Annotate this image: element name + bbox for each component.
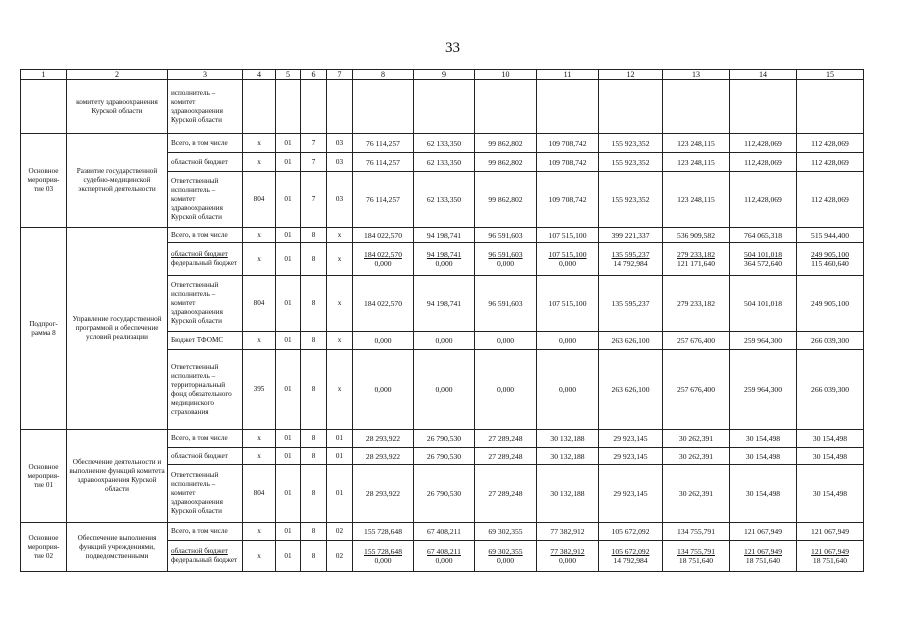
value-cell: 134 755,791 18 751,640: [663, 541, 730, 572]
cs-cell: 03: [327, 153, 353, 172]
value-cell: 257 676,400: [663, 350, 730, 430]
value-cell: 279 233,182 121 171,640: [663, 243, 730, 276]
value-cell: 94 198,741 0,000: [414, 243, 475, 276]
cs-cell: x: [327, 243, 353, 276]
value-cell: 62 133,350: [414, 134, 475, 153]
value-cell: 155 923,352: [599, 172, 663, 228]
value-cell: 109 708,742: [537, 172, 599, 228]
value-cell: 96 591,603: [475, 276, 537, 332]
funding-source: Ответственный исполнитель – комитет здравоохранения Курской области: [168, 172, 243, 228]
value-cell: 123 248,115: [663, 153, 730, 172]
cs-cell: 02: [327, 523, 353, 541]
value-cell: 0,000: [414, 350, 475, 430]
col-header: 7: [327, 70, 353, 80]
grbs-cell: x: [243, 448, 276, 465]
table-row: [21, 523, 864, 541]
value-cell: 27 289,248: [475, 430, 537, 448]
table-row: [21, 80, 864, 134]
pr-cell: 8: [301, 228, 327, 243]
program-name: Обеспечение деятельности и выполнение функций комитета здравоохранения Курской области: [67, 430, 168, 523]
pr-cell: 8: [301, 332, 327, 350]
value-cell: 69 302,355 0,000: [475, 541, 537, 572]
value-cell: 0,000: [537, 350, 599, 430]
value-cell: 155 923,352: [599, 153, 663, 172]
rz-cell: 01: [276, 465, 301, 523]
value-cell: 30 132,188: [537, 465, 599, 523]
value-cell: 30 154,498: [730, 430, 797, 448]
value-cell: 27 289,248: [475, 465, 537, 523]
col-header: 13: [663, 70, 730, 80]
value-cell: 112 428,069: [797, 153, 864, 172]
program-code: Основное мероприя-тие 03: [21, 134, 67, 228]
funding-source: Всего, в том числе: [168, 523, 243, 541]
rz-cell: 01: [276, 172, 301, 228]
table-row: [21, 430, 864, 448]
value-cell: 0,000: [414, 332, 475, 350]
value-cell: 30 154,498: [797, 430, 864, 448]
rz-cell: 01: [276, 153, 301, 172]
value-cell: 249 905,100: [797, 276, 864, 332]
value-cell: 30 132,188: [537, 430, 599, 448]
col-header: 6: [301, 70, 327, 80]
funding-source: исполнитель – комитет здравоохранения Курской области: [168, 80, 243, 134]
value-cell: 94 198,741: [414, 228, 475, 243]
pr-cell: 8: [301, 243, 327, 276]
value-cell: 29 923,145: [599, 430, 663, 448]
value-cell: 30 154,498: [730, 465, 797, 523]
value-cell: 30 132,188: [537, 448, 599, 465]
funding-source: Всего, в том числе: [168, 430, 243, 448]
col-header: 9: [414, 70, 475, 80]
value-cell: 0,000: [475, 332, 537, 350]
col-header: 2: [67, 70, 168, 80]
program-code: Основное мероприя-тие 02: [21, 523, 67, 572]
value-cell: 121 067,949 18 751,640: [730, 541, 797, 572]
value-cell: 184 022,570 0,000: [353, 243, 414, 276]
value-cell: 28 293,922: [353, 430, 414, 448]
value-cell: 29 923,145: [599, 465, 663, 523]
col-header: 14: [730, 70, 797, 80]
cs-cell: x: [327, 332, 353, 350]
rz-cell: 01: [276, 350, 301, 430]
grbs-cell: 804: [243, 276, 276, 332]
col-header: 1: [21, 70, 67, 80]
value-cell: 121 067,949 18 751,640: [797, 541, 864, 572]
pr-cell: 8: [301, 430, 327, 448]
value-cell: 76 114,257: [353, 134, 414, 153]
funding-source: Ответственный исполнитель – комитет здравоохранения Курской области: [168, 465, 243, 523]
funding-source: Ответственный исполнитель – территориальный фонд обязательного медицинского страхования: [168, 350, 243, 430]
value-cell: 134 755,791: [663, 523, 730, 541]
value-cell: 515 944,400: [797, 228, 864, 243]
value-cell: 112 428,069: [797, 134, 864, 153]
value-cell: 0,000: [537, 332, 599, 350]
cs-cell: x: [327, 228, 353, 243]
cs-cell: 01: [327, 465, 353, 523]
column-number-row: [21, 70, 864, 80]
value-cell: 279 233,182: [663, 276, 730, 332]
pr-cell: 8: [301, 465, 327, 523]
value-cell: 30 262,391: [663, 430, 730, 448]
value-cell: 112 428,069: [797, 172, 864, 228]
rz-cell: 01: [276, 134, 301, 153]
rz-cell: 01: [276, 448, 301, 465]
value-cell: 105 672,092: [599, 523, 663, 541]
value-cell: 26 790,530: [414, 430, 475, 448]
value-cell: 30 154,498: [797, 448, 864, 465]
value-cell: 0,000: [475, 350, 537, 430]
value-cell: 62 133,350: [414, 172, 475, 228]
value-cell: 30 154,498: [797, 465, 864, 523]
table-row: [21, 134, 864, 153]
value-cell: 26 790,530: [414, 448, 475, 465]
value-cell: 135 595,237: [599, 276, 663, 332]
value-cell: 123 248,115: [663, 172, 730, 228]
pr-cell: 8: [301, 523, 327, 541]
value-cell: 99 862,802: [475, 134, 537, 153]
grbs-cell: 395: [243, 350, 276, 430]
value-cell: 184 022,570: [353, 228, 414, 243]
federal-budget-label: федеральный бюджет: [171, 259, 238, 267]
funding-source: Всего, в том числе: [168, 228, 243, 243]
program-name: комитету здравоохранения Курской области: [67, 80, 168, 134]
cs-cell: 01: [327, 430, 353, 448]
col-header: 12: [599, 70, 663, 80]
value-cell: 266 039,300: [797, 332, 864, 350]
value-cell: 77 382,912 0,000: [537, 541, 599, 572]
rz-cell: 01: [276, 228, 301, 243]
value-cell: 123 248,115: [663, 134, 730, 153]
grbs-cell: x: [243, 523, 276, 541]
budget-table: [20, 69, 864, 572]
value-cell: 107 515,100 0,000: [537, 243, 599, 276]
federal-budget-label: федеральный бюджет: [171, 556, 238, 564]
value-cell: 121 067,949: [730, 523, 797, 541]
value-cell: 109 708,742: [537, 153, 599, 172]
program-name: Развитие государственной судебно-медицинской экспертной деятельности: [67, 134, 168, 228]
value-cell: 69 302,355: [475, 523, 537, 541]
rz-cell: 01: [276, 332, 301, 350]
grbs-cell: 804: [243, 172, 276, 228]
program-name: Управление государственной программой и обеспечение условий реализации: [67, 228, 168, 430]
cs-cell: x: [327, 276, 353, 332]
value-cell: 764 065,318: [730, 228, 797, 243]
value-cell: 27 289,248: [475, 448, 537, 465]
value-cell: 105 672,092 14 792,984: [599, 541, 663, 572]
value-cell: 536 909,582: [663, 228, 730, 243]
rz-cell: 01: [276, 541, 301, 572]
value-cell: 28 293,922: [353, 448, 414, 465]
value-cell: 96 591,603 0,000: [475, 243, 537, 276]
regional-budget-label: областной бюджет: [171, 250, 228, 258]
value-cell: 67 408,211: [414, 523, 475, 541]
program-code: Основное мероприя-тие 01: [21, 430, 67, 523]
value-cell: 504 101,018: [730, 276, 797, 332]
value-cell: 112,428,069: [730, 134, 797, 153]
cs-cell: 01: [327, 448, 353, 465]
value-cell: 107 515,100: [537, 276, 599, 332]
value-cell: 135 595,237 14 792,984: [599, 243, 663, 276]
cs-cell: x: [327, 350, 353, 430]
value-cell: 26 790,530: [414, 465, 475, 523]
col-header: 10: [475, 70, 537, 80]
grbs-cell: x: [243, 134, 276, 153]
value-cell: 0,000: [353, 332, 414, 350]
funding-source: областной бюджет: [168, 448, 243, 465]
grbs-cell: x: [243, 228, 276, 243]
value-cell: 257 676,400: [663, 332, 730, 350]
value-cell: 30 262,391: [663, 448, 730, 465]
cs-cell: 03: [327, 172, 353, 228]
col-header: 15: [797, 70, 864, 80]
value-cell: 121 067,949: [797, 523, 864, 541]
value-cell: 30 262,391: [663, 465, 730, 523]
cs-cell: 03: [327, 134, 353, 153]
pr-cell: 8: [301, 276, 327, 332]
value-cell: 76 114,257: [353, 172, 414, 228]
rz-cell: 01: [276, 243, 301, 276]
grbs-cell: x: [243, 332, 276, 350]
value-cell: 399 221,337: [599, 228, 663, 243]
value-cell: 263 626,100: [599, 332, 663, 350]
value-cell: 112,428,069: [730, 172, 797, 228]
grbs-cell: 804: [243, 465, 276, 523]
pr-cell: 7: [301, 134, 327, 153]
page-number: 33: [445, 40, 460, 56]
col-header: 11: [537, 70, 599, 80]
table-row: [21, 228, 864, 243]
rz-cell: 01: [276, 430, 301, 448]
rz-cell: 01: [276, 523, 301, 541]
regional-budget-label: областной бюджет: [171, 547, 228, 555]
value-cell: 266 039,300: [797, 350, 864, 430]
funding-source: Бюджет ТФОМС: [168, 332, 243, 350]
value-cell: 99 862,802: [475, 172, 537, 228]
value-cell: 94 198,741: [414, 276, 475, 332]
value-cell: 99 862,802: [475, 153, 537, 172]
value-cell: 0,000: [353, 350, 414, 430]
program-name: Обеспечение выполнения функций учреждениями, подведомственными: [67, 523, 168, 572]
value-cell: 96 591,603: [475, 228, 537, 243]
value-cell: 259 964,300: [730, 350, 797, 430]
value-cell: 112,428,069: [730, 153, 797, 172]
funding-source: [168, 243, 243, 276]
rz-cell: 01: [276, 276, 301, 332]
pr-cell: 7: [301, 153, 327, 172]
value-cell: 155 728,648 0,000: [353, 541, 414, 572]
value-cell: 77 382,912: [537, 523, 599, 541]
funding-source: Всего, в том числе: [168, 134, 243, 153]
value-cell: 504 101,018 364 572,640: [730, 243, 797, 276]
col-header: 5: [276, 70, 301, 80]
value-cell: 109 708,742: [537, 134, 599, 153]
program-code: Подпрог-рамма 8: [21, 228, 67, 430]
grbs-cell: x: [243, 243, 276, 276]
grbs-cell: x: [243, 430, 276, 448]
funding-source: [168, 541, 243, 572]
value-cell: 249 905,100 115 460,640: [797, 243, 864, 276]
col-header: 3: [168, 70, 243, 80]
value-cell: 107 515,100: [537, 228, 599, 243]
value-cell: 28 293,922: [353, 465, 414, 523]
value-cell: 155 728,648: [353, 523, 414, 541]
value-cell: 259 964,300: [730, 332, 797, 350]
grbs-cell: x: [243, 541, 276, 572]
pr-cell: 7: [301, 172, 327, 228]
grbs-cell: x: [243, 153, 276, 172]
pr-cell: 8: [301, 541, 327, 572]
pr-cell: 8: [301, 350, 327, 430]
col-header: 4: [243, 70, 276, 80]
value-cell: 62 133,350: [414, 153, 475, 172]
value-cell: 263 626,100: [599, 350, 663, 430]
col-header: 8: [353, 70, 414, 80]
funding-source: Ответственный исполнитель – комитет здравоохранения Курской области: [168, 276, 243, 332]
value-cell: 67 408,211 0,000: [414, 541, 475, 572]
value-cell: 29 923,145: [599, 448, 663, 465]
funding-source: областной бюджет: [168, 153, 243, 172]
value-cell: 155 923,352: [599, 134, 663, 153]
cs-cell: 02: [327, 541, 353, 572]
value-cell: 76 114,257: [353, 153, 414, 172]
value-cell: 184 022,570: [353, 276, 414, 332]
value-cell: 30 154,498: [730, 448, 797, 465]
pr-cell: 8: [301, 448, 327, 465]
